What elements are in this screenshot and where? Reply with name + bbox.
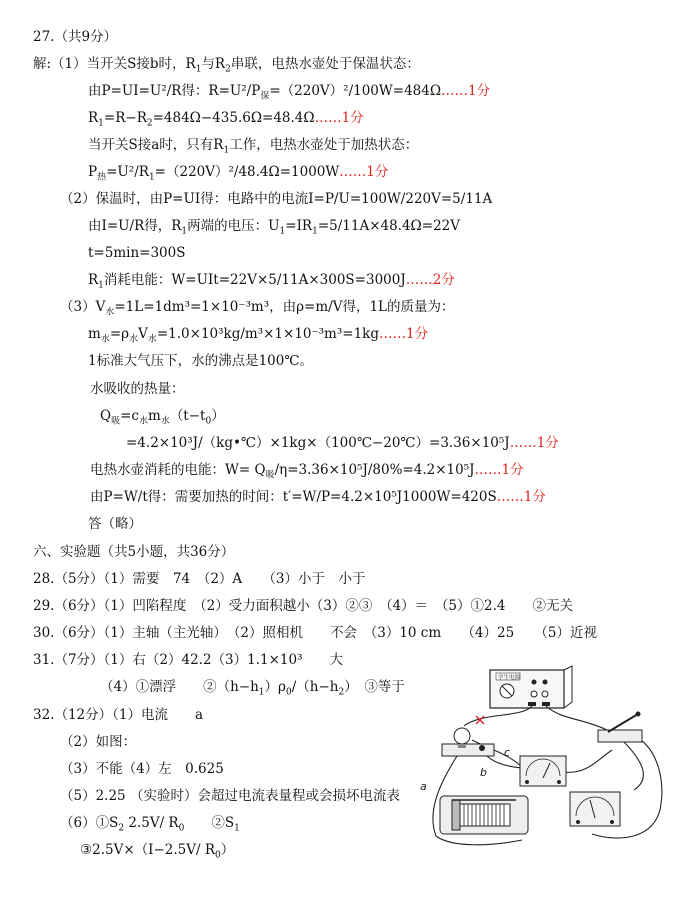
ammeter	[520, 756, 566, 786]
q27-heating-power: $P_热=U^2/R_1=(220V)^2/48.4\Omega=1000W\dots\dots 1$分	[88, 164, 389, 183]
power-supply	[490, 666, 572, 708]
circuit-diagram	[412, 660, 674, 850]
q27-heating-state: 当开关S接a时，只有$R_1$工作，电热水壶处于加热状态：	[88, 137, 419, 156]
q27-voltage-r1: 由I=U/R得，$R_1$两端的电压：$U_1=IR_1=5/11A\times 48.4\Omega=22V$	[88, 218, 460, 237]
q32-answer-6: $(6)①S_2$ 2.5V/ $R_0$ $②S_1$	[60, 815, 240, 834]
score-mark: ……1分	[314, 110, 364, 126]
q27-part1-intro: 解:（1）当开关S接b时，$R_1$与$R_2$串联，电热水壶处于保温状态：	[33, 56, 420, 75]
q27-heat-formula: $Q_吸=c_水m_水(t-t_0)$	[100, 408, 225, 427]
q27-part2: （2）保温时，由P=UI得：电路中的电流I=P/U=100W/220V=5/11A	[60, 191, 493, 207]
lamp	[442, 728, 494, 756]
q32-answer-6b: ③2.5V×（I−2.5V/ $R_0$）	[80, 842, 235, 861]
q27-part3: $(3)V_水=1L=1dm^3=1\times 10^{-3}m^3$，由ρ=m/V得，1L的质量为：	[60, 299, 455, 318]
q32-answer-5: （5）2.25 （实验时）会超过电流表量程或会损坏电流表	[60, 788, 400, 804]
switch	[598, 712, 642, 743]
rheostat	[440, 796, 528, 834]
q27-heat-absorbed-label: 水吸收的热量：	[90, 381, 185, 397]
q27-mass-calc: $m_水=\rho_水V_水=1.0\times 10^3kg/m^3\times 1\times 10^{-3}m^3=1kg\dots\dots 1$分	[88, 326, 429, 345]
score-mark: ……2分	[405, 272, 455, 288]
q32-answer-2: （2）如图：	[60, 734, 137, 750]
q27-boiling-point: 1标准大气压下，水的沸点是100℃。	[88, 353, 313, 369]
label-c: c	[504, 746, 511, 759]
q27-header: 27.（共9分）	[33, 29, 118, 45]
q29-answer: 29.（6分）（1）凹陷程度 （2）受力面积越小（3）②③ （4）＝ （5）①2.4 ②无关	[33, 598, 573, 614]
score-mark: ……1分	[496, 489, 546, 505]
q27-resistance-calc: 由P=UI=U²/R得：$R=U^2/P_保=(220V)^2/100W=484\Omega\dots\dots 1$分	[88, 83, 491, 102]
score-mark: ……1分	[339, 164, 389, 180]
voltmeter	[570, 792, 620, 826]
q32-answer-1: 32.（12分）（1）电流 a	[33, 707, 204, 723]
q31-answer-1: 31.（7分）（1）右（2）42.2（3）1.1×10³ 大	[33, 652, 344, 668]
q30-answer: 30.（6分）（1）主轴（主光轴） （2）照相机 不会 （3）10 cm （4）25 （5）近视	[33, 625, 598, 641]
q27-heat-result: =4.2×10³J/（kg•℃）×1kg×（100℃−20℃）=3.36×10⁵J……1分	[126, 435, 559, 451]
label-a: a	[420, 780, 427, 793]
q32-answer-3: （3）不能（4）左 0.625	[60, 761, 224, 777]
q28-answer: 28.（5分）（1）需要 74 （2）A （3）小于 小于	[33, 571, 366, 587]
score-mark: ……1分	[509, 435, 559, 451]
score-mark: ……1分	[474, 462, 524, 478]
q27-energy-r1: $R_1$消耗电能：W=UIt=22V×5/11A×300S=3000J……2分	[88, 272, 455, 291]
q27-heating-time: 由P=W/t得：需要加热的时间：t′=W/P=4.2×10⁵J1000W=420S……1分	[90, 489, 546, 505]
q31-answer-2: （4）①漂浮 $②(h-h_1)\rho_0/(h-h_2)$ ③等于	[100, 679, 405, 698]
score-mark: ……1分	[441, 83, 491, 99]
power-supply-label: 学生电源	[498, 675, 521, 681]
q27-answer: 答（略）	[88, 516, 142, 532]
q27-electric-energy: 电热水壶消耗的电能：$W= Q_吸/\eta=3.36\times 10^5J/80\%=4.2\times 10^5J\dots\dots 1$分	[90, 462, 524, 481]
label-b: b	[480, 766, 487, 779]
score-mark: ……1分	[379, 326, 429, 342]
section-6-heading: 六、实验题（共5小题，共36分）	[33, 544, 235, 560]
q27-time: t=5min=300S	[88, 245, 186, 261]
q27-r1-calc: $R_1=R-R_2=484\Omega-435.6\Omega=48.4\Omega\dots\dots 1$分	[88, 110, 364, 129]
